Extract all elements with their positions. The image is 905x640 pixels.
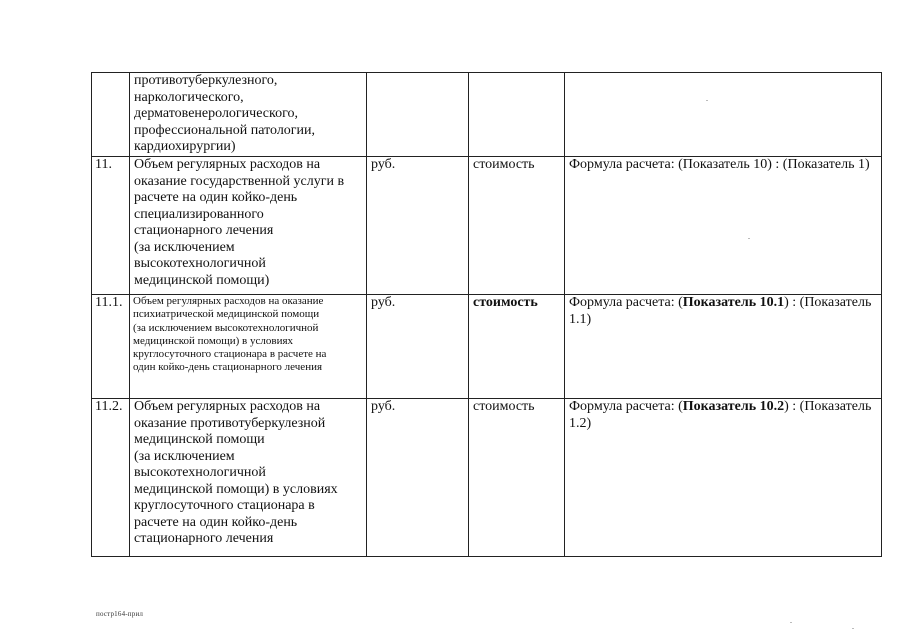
row-type: [469, 73, 565, 157]
formula-text-end: ) : (Показатель 1.1): [569, 295, 872, 327]
row-formula: [565, 73, 882, 157]
row-formula: [565, 295, 882, 399]
row-number: 11.: [92, 157, 130, 295]
table-row: [92, 157, 882, 295]
row-description: [130, 399, 367, 557]
description-line: медицинской помощи: [134, 432, 265, 447]
scan-speck: [706, 100, 708, 101]
table-row: [92, 295, 882, 399]
description-line: круглосуточного стационара в расчете на: [133, 348, 327, 361]
description-line: наркологического,: [134, 89, 244, 105]
table-row: [92, 73, 882, 157]
table-row: [92, 399, 882, 557]
footer-filename: постр164-прил: [96, 610, 144, 618]
row-type: стоимость: [469, 399, 565, 557]
row-formula: [565, 399, 882, 557]
scan-speck: [748, 238, 750, 239]
scan-speck: [790, 622, 792, 623]
row-description: [130, 157, 367, 295]
description-line: психиатрической медицинской помощи: [133, 308, 320, 321]
description-line: круглосуточного стационара в: [134, 498, 315, 513]
description-line: высокотехнологичной: [134, 256, 266, 271]
description-line: Объем регулярных расходов на: [134, 157, 321, 172]
row-description: [130, 73, 367, 157]
description-line: медицинской помощи) в условиях: [133, 334, 294, 347]
formula-text-end: ) : (Показатель 1.2): [569, 399, 872, 431]
row-number: [92, 73, 130, 157]
formula-text: Формула расчета: (: [569, 295, 683, 310]
description-line: оказание противотуберкулезной: [134, 415, 326, 431]
row-unit: руб.: [367, 399, 469, 557]
description-line: оказание государственной услуги в: [134, 173, 345, 189]
indicator-table: [91, 72, 882, 557]
description-line: (за исключением высокотехнологичной: [133, 321, 319, 334]
formula-text: Формула расчета: (: [569, 399, 683, 414]
formula-indicator: Показатель 10.1: [682, 295, 785, 310]
description-line: профессиональной патологии,: [134, 122, 316, 138]
row-formula: [565, 157, 882, 295]
description-line: один койко-день стационарного лечения: [133, 361, 323, 374]
description-line: расчете на один койко-день: [134, 190, 298, 205]
description-line: Объем регулярных расходов на: [134, 399, 321, 414]
description-line: высокотехнологичной: [134, 465, 266, 480]
description-line: стационарного лечения: [134, 223, 274, 238]
formula-text: Формула расчета: (Показатель 10) : (Показатель 1): [569, 157, 870, 172]
description-line: дерматовенерологического,: [134, 106, 298, 121]
scan-speck: [852, 628, 854, 629]
row-description: [130, 295, 367, 399]
row-type: стоимость: [469, 157, 565, 295]
row-unit: [367, 73, 469, 157]
description-line: специализированного: [134, 206, 264, 222]
description-line: медицинской помощи): [134, 272, 270, 288]
row-unit: руб.: [367, 295, 469, 399]
description-line: кардиохирургии): [134, 139, 236, 154]
description-line: Объем регулярных расходов на оказание: [133, 295, 324, 307]
row-number: 11.2.: [92, 399, 130, 557]
description-line: (за исключением: [134, 448, 235, 464]
description-line: (за исключением: [134, 239, 235, 255]
row-type: стоимость: [469, 295, 565, 399]
formula-indicator: Показатель 10.2: [682, 399, 785, 414]
description-line: стационарного лечения: [134, 531, 274, 546]
row-number: 11.1.: [92, 295, 130, 399]
description-line: противотуберкулезного,: [134, 73, 278, 88]
row-unit: руб.: [367, 157, 469, 295]
description-line: расчете на один койко-день: [134, 514, 298, 530]
description-line: медицинской помощи) в условиях: [134, 481, 338, 497]
